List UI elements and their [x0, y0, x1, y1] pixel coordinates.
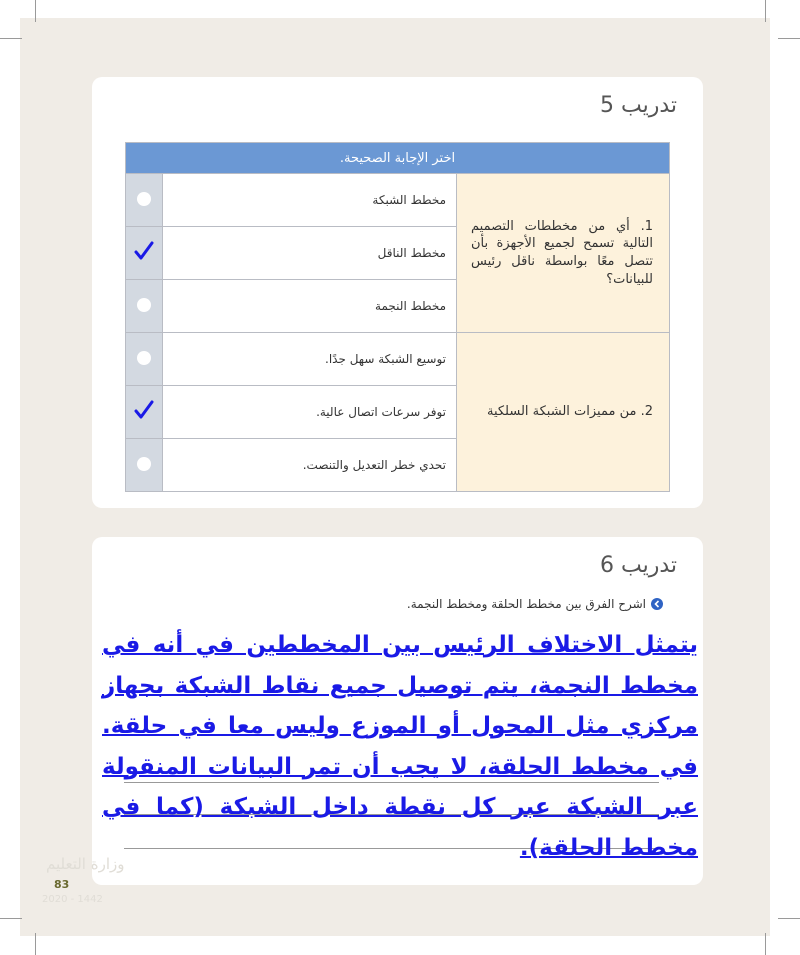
- handwritten-answer: يتمثل الاختلاف الرئيس بين المخططين في أنه في مخطط النجمة، يتم توصيل جميع نقاط الشبكة بجهاز مركزي مثل المحول أو الموزع وليس معا في حلقة. في مخطط الحلقة، لا يجب أن تمر البيانات المنقولة عبر الشبكة عبر كل نقطة داخل الشبكة (كما في مخطط الحلقة).: [102, 632, 698, 861]
- option-q1-3: مخطط النجمة: [163, 280, 457, 333]
- crop-mark: [35, 0, 36, 22]
- crop-mark: [765, 933, 766, 955]
- watermark-year: 2020 - 1442: [42, 894, 103, 905]
- exercise-5-title: تدريب 5: [599, 93, 677, 118]
- page-number: 83: [54, 878, 70, 891]
- choice-cell[interactable]: [126, 280, 163, 333]
- table-row: [126, 174, 670, 227]
- choice-cell[interactable]: [126, 333, 163, 386]
- choice-cell[interactable]: [126, 227, 163, 280]
- option-q2-1: توسيع الشبكة سهل جدًا.: [163, 333, 457, 386]
- exercise-6-card: [92, 537, 703, 885]
- chevron-bullet-icon: [651, 598, 663, 610]
- table-header: اختر الإجابة الصحيحة.: [126, 143, 670, 174]
- exercise-6-title: تدريب 6: [599, 553, 677, 578]
- choice-cell[interactable]: [126, 174, 163, 227]
- option-q2-3: تحدي خطر التعديل والتنصت.: [163, 439, 457, 492]
- crop-mark: [0, 38, 22, 39]
- crop-mark: [35, 933, 36, 955]
- option-q2-2: توفر سرعات اتصال عالية.: [163, 386, 457, 439]
- radio-empty-icon[interactable]: [137, 192, 151, 206]
- table-row: [126, 333, 670, 386]
- radio-empty-icon[interactable]: [137, 298, 151, 312]
- quiz-table: [125, 142, 670, 492]
- option-q1-1: مخطط الشبكة: [163, 174, 457, 227]
- watermark: وزارة التعليم: [46, 855, 125, 873]
- choice-cell[interactable]: [126, 439, 163, 492]
- checkmark-icon[interactable]: [134, 400, 154, 424]
- checkmark-icon[interactable]: [134, 241, 154, 265]
- crop-mark: [778, 38, 800, 39]
- choice-cell[interactable]: [126, 386, 163, 439]
- instruction-text: اشرح الفرق بين مخطط الحلقة ومخطط النجمة.: [406, 597, 646, 611]
- crop-mark: [0, 918, 22, 919]
- option-q1-2: مخطط الناقل: [163, 227, 457, 280]
- radio-empty-icon[interactable]: [137, 351, 151, 365]
- exercise-5-card: [92, 77, 703, 508]
- crop-mark: [778, 918, 800, 919]
- crop-mark: [765, 0, 766, 22]
- instruction: [407, 597, 663, 611]
- radio-empty-icon[interactable]: [137, 457, 151, 471]
- question-2: 2. من مميزات الشبكة السلكية: [457, 333, 670, 492]
- question-1: 1. أي من مخططات التصميم التالية تسمح لجميع الأجهزة بأن تتصل معًا بواسطة ناقل رئيس للبيانات؟: [457, 174, 670, 333]
